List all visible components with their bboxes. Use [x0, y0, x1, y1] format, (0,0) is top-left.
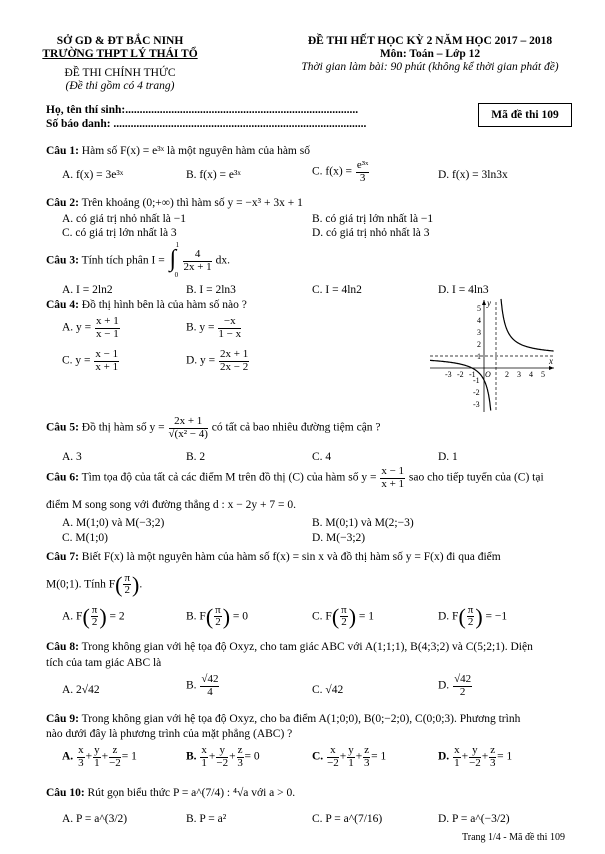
x-tick-label: 2	[505, 370, 509, 379]
q8-option-d[interactable]: D. $\frac{√42}{2}$	[438, 673, 472, 698]
x-axis-arrow	[549, 366, 554, 370]
q3-stem: Câu 3: Tính tích phân I = ∫ 1 0 $\frac{4}{2x + 1}$ dx.	[46, 241, 230, 279]
q4-option-d[interactable]: D. y = $\frac{2x + 1}{2x - 2}$	[186, 348, 249, 373]
q5-option-a[interactable]: A. 3	[62, 451, 82, 463]
x-tick-label: -3	[445, 370, 452, 379]
q9-option-b[interactable]: B. $\frac{x}{1}$ + $\frac{y}{-2}$ + $\frac{z}{3}$ = 0	[186, 744, 260, 769]
q2-option-b[interactable]: B. có giá trị lớn nhất là −1	[312, 213, 434, 225]
pages-note: (Đề thi gồm có 4 trang)	[65, 80, 175, 92]
q2-option-c[interactable]: C. có giá trị lớn nhất là 3	[62, 227, 177, 239]
q5-option-b[interactable]: B. 2	[186, 451, 206, 463]
x-tick-label: 3	[517, 370, 521, 379]
q9-stem: Câu 9: Trong không gian với hệ tọa độ Oxyz, cho ba điểm A(1;0;0), B(0;−2;0), C(0;0;3). Phương trình	[46, 713, 521, 725]
y-tick-label: 1	[477, 352, 481, 361]
q2-option-a[interactable]: A. có giá trị nhỏ nhất là −1	[62, 213, 187, 225]
q9-stem-line2: nào dưới đây là phương trình của mặt phẳng (ABC) ?	[46, 728, 293, 740]
q10-stem: Câu 10: Rút gọn biểu thức P = a^(7/4) : ⁴√a với a > 0.	[46, 787, 296, 799]
exam-title: ĐỀ THI HẾT HỌC KỲ 2 NĂM HỌC 2017 – 2018	[307, 35, 553, 47]
x-tick-label: 5	[541, 370, 545, 379]
q5-option-d[interactable]: D. 1	[438, 451, 458, 463]
q4-graph	[428, 296, 558, 414]
q1-option-d[interactable]: D. f(x) = 3ln3x	[438, 169, 508, 181]
y-tick-label: 4	[477, 316, 481, 325]
q8-option-c[interactable]: C. √42	[312, 684, 344, 696]
y-tick-label: -2	[473, 388, 480, 397]
student-id-line: Số báo danh: ........................................................................................	[46, 118, 367, 130]
q3-option-d[interactable]: D. I = 4ln3	[438, 284, 489, 296]
x-tick-label: -1	[469, 370, 476, 379]
q10-option-c[interactable]: C. P = a^(7/16)	[312, 813, 383, 825]
q4-option-b[interactable]: B. y = $\frac{-x}{1 - x}$	[186, 315, 242, 340]
x-tick-label: -2	[457, 370, 464, 379]
q8-option-b[interactable]: B. $\frac{√42}{4}$	[186, 673, 219, 698]
y-axis-arrow	[482, 300, 486, 305]
q2-option-d[interactable]: D. có giá trị nhỏ nhất là 3	[312, 227, 430, 239]
y-tick-label: 5	[477, 304, 481, 313]
q3-option-c[interactable]: C. I = 4ln2	[312, 284, 362, 296]
y-tick-label: 3	[477, 328, 481, 337]
y-tick-label: -1	[473, 376, 480, 385]
q4-option-a[interactable]: A. y = $\frac{x + 1}{x - 1}$	[62, 315, 119, 340]
page-footer: Trang 1/4 - Mã đề thi 109	[462, 832, 565, 843]
q5-option-c[interactable]: C. 4	[312, 451, 332, 463]
q1-option-c[interactable]: C. f(x) = $\frac{\text{e³ˣ}}{3}$	[312, 159, 369, 184]
q8-option-a[interactable]: A. 2√42	[62, 684, 100, 696]
q7-stem: Câu 7: Biết F(x) là một nguyên hàm của hàm số f(x) = sin x và đồ thị hàm số y = F(x) đi qua điểm	[46, 551, 501, 563]
q10-option-d[interactable]: D. P = a^(−3/2)	[438, 813, 510, 825]
q1-stem: Câu 1: Hàm số F(x) = e³ˣ là một nguyên hàm của hàm số	[46, 145, 310, 157]
q7-option-a[interactable]: A. F( $\frac{\pi}{2}$ ) = 2	[62, 603, 125, 629]
school-name: TRƯỜNG THPT LÝ THÁI TỔ	[42, 48, 198, 60]
q8-stem-line2: tích của tam giác ABC là	[46, 657, 162, 669]
q3-option-b[interactable]: B. I = 2ln3	[186, 284, 236, 296]
exam-time: Thời gian làm bài: 90 phút (không kể thời gian phát đề)	[301, 61, 559, 73]
q7-option-b[interactable]: B. F( $\frac{\pi}{2}$ ) = 0	[186, 603, 249, 629]
y-tick-label: -3	[473, 400, 480, 409]
x-tick-label: O	[485, 370, 491, 379]
x-tick-label: 4	[529, 370, 533, 379]
q10-option-b[interactable]: B. P = a²	[186, 813, 227, 825]
q10-option-a[interactable]: A. P = a^(3/2)	[62, 813, 128, 825]
exam-subject: Môn: Toán – Lớp 12	[379, 48, 481, 60]
x-axis-label: x	[549, 356, 553, 366]
q9-option-a[interactable]: A. $\frac{x}{3}$ + $\frac{y}{1}$ + $\frac{z}{-2}$ = 1	[62, 744, 137, 769]
dept-name: SỞ GD & ĐT BẮC NINH	[56, 35, 184, 47]
q4-stem: Câu 4: Đồ thị hình bên là của hàm số nào ?	[46, 299, 247, 311]
q4-option-c[interactable]: C. y = $\frac{x - 1}{x + 1}$	[62, 348, 119, 373]
student-name-line: Họ, tên thí sinh:.................................................................................	[46, 104, 359, 116]
q3-option-a[interactable]: A. I = 2ln2	[62, 284, 113, 296]
q7-option-d[interactable]: D. F( $\frac{\pi}{2}$ ) = −1	[438, 603, 508, 629]
q2-stem: Câu 2: Trên khoảng (0;+∞) thì hàm số y = −x³ + 3x + 1	[46, 197, 303, 209]
q6-option-c[interactable]: C. M(1;0)	[62, 532, 108, 544]
q6-option-d[interactable]: D. M(−3;2)	[312, 532, 366, 544]
q7-stem-line2: M(0;1). Tính F( $\frac{\pi}{2}$ ).	[46, 571, 143, 597]
q5-stem: Câu 5: Đồ thị hàm số y = $\frac{2x + 1}{\text{√(x² − 4)}}$ có tất cả bao nhiêu đường tiệm cận ?	[46, 415, 381, 440]
q9-option-c[interactable]: C. $\frac{x}{-2}$ + $\frac{y}{1}$ + $\frac{z}{3}$ = 1	[312, 744, 387, 769]
y-tick-label: 2	[477, 340, 481, 349]
q1-option-b[interactable]: B. f(x) = e³ˣ	[186, 169, 241, 181]
q8-stem: Câu 8: Trong không gian với hệ tọa độ Oxyz, cho tam giác ABC với A(1;1;1), B(4;3;2) và C(5;2;1). Diện	[46, 641, 533, 653]
q1-option-a[interactable]: A. f(x) = 3e³ˣ	[62, 169, 124, 181]
q6-option-b[interactable]: B. M(0;1) và M(2;−3)	[312, 517, 414, 529]
exam-code-box: Mã đề thi 109	[478, 103, 572, 127]
q9-option-d[interactable]: D. $\frac{x}{1}$ + $\frac{y}{-2}$ + $\frac{z}{3}$ = 1	[438, 744, 513, 769]
q6-stem: Câu 6: Tìm tọa độ của tất cả các điểm M trên đồ thị (C) của hàm số y = $\frac{x - 1}{x + 1}$ sao cho tiếp tuyến của (C) tại	[46, 465, 544, 490]
q6-stem-line2: điểm M song song với đường thẳng d : x − 2y + 7 = 0.	[46, 499, 296, 511]
q7-option-c[interactable]: C. F( $\frac{\pi}{2}$ ) = 1	[312, 603, 375, 629]
official-label: ĐỀ THI CHÍNH THỨC	[64, 67, 176, 79]
curve-right-branch	[501, 299, 554, 351]
q6-option-a[interactable]: A. M(1;0) và M(−3;2)	[62, 517, 165, 529]
y-axis-label: y	[487, 298, 491, 308]
